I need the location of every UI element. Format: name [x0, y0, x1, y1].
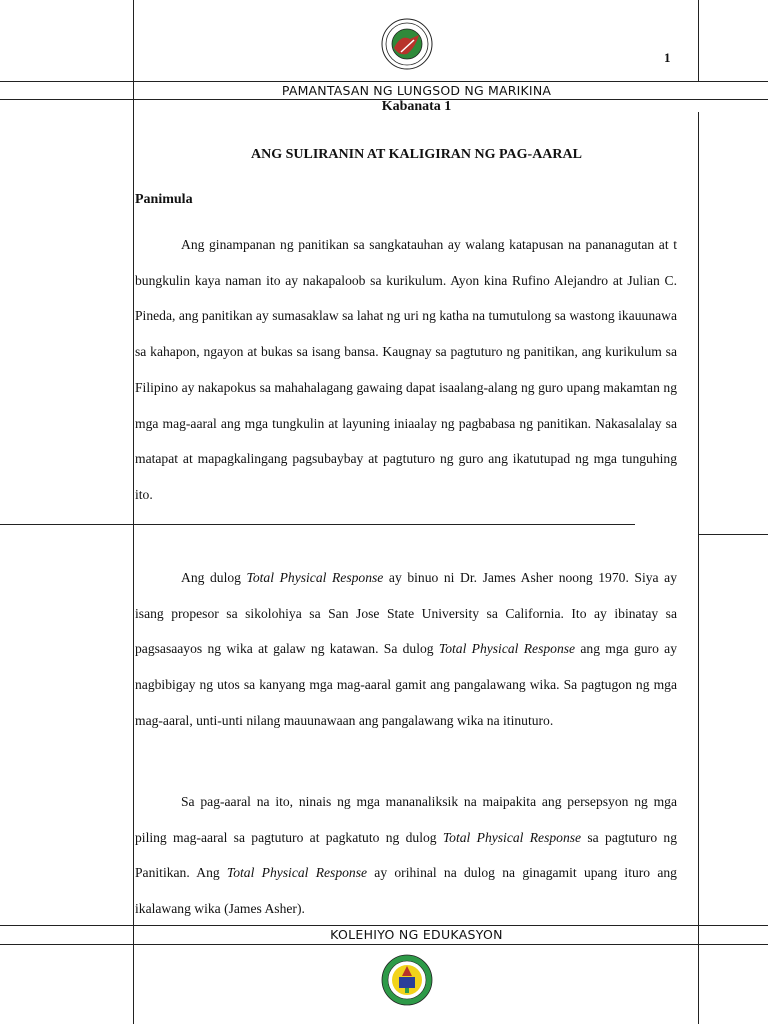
page-number: 1: [664, 50, 671, 65]
university-seal-icon: [381, 18, 433, 70]
section-rule-left: [0, 524, 635, 525]
paragraph-text: Ang dulog: [181, 570, 247, 585]
paragraph-text: ay binuo ni Dr. James Asher noong 1970. Siya ay isang propesor sa sikolohiya sa San Jose State University sa California. Ito ay ibinatay sa pagsasaayos ng wika at galaw ng katawan. Sa dulog: [135, 570, 678, 657]
paragraph-3: [135, 784, 677, 927]
paragraph-1: [135, 227, 677, 513]
header-rule-top: [0, 81, 768, 82]
chapter-title: ANG SULIRANIN AT KALIGIRAN NG PAG-AARAL: [251, 147, 582, 162]
college-footer: KOLEHIYO NG EDUKASYON: [330, 927, 503, 942]
section-heading: Panimula: [135, 192, 193, 207]
italic-term: Total Physical Response: [246, 570, 384, 585]
chapter-label: Kabanata 1: [381, 99, 452, 114]
section-rule-right: [698, 534, 768, 535]
paragraph-text: sa pagtuturo ng Panitikan. Ang: [135, 829, 678, 881]
italic-term: Total Physical Response: [442, 829, 582, 845]
paragraph-text: Sa pag-aaral na ito, ninais ng mga mananaliksik na maipakita ang persepsyon ng mga piling mag-aaral sa pagtuturo at pagkatuto ng dulog: [135, 794, 677, 845]
paragraph-text: ang mga guro ay nagbibigay ng utos sa kanyang mga mag-aaral gamit ang pangalawang wika. Sa pagtugon ng mga mag-aaral, unti-unti nilang mauunawaan ang pangalawang wika na itinuturo.: [135, 641, 678, 728]
footer-rule-bottom: [0, 944, 768, 945]
paragraph-text: Ang ginampanan ng panitikan sa sangkatauhan ay walang katapusan na pananagutan at t bungkulin kaya naman ito ay nakapaloob sa kurikulum. Ayon kina Rufino Alejandro at Julian C. Pineda, ang panitikan ay sumasaklaw sa lahat ng uri ng katha na tumutulong sa wastong ikauunawa sa kahapon, ngayon at bukas sa isang bansa. Kaugnay sa pagtuturo ng panitikan, ang kurikulum sa Filipino ay nakapokus sa mahahalagang gawaing dapat isaalang-alang ng guro upang makamtan ng mga mag-aaral ang mga tungkulin at layuning iniaalay ng pagbabasa ng panitikan. Nakasalalay sa matapat at mapagkalingang pagsubaybay at pagtuturo ng guro ang ikatutupad ng mga tunguhing ito.: [135, 237, 677, 502]
paragraph-text: ay orihinal na dulog na ginagamit upang ituro ang ikalawang wika (James Asher).: [135, 865, 677, 917]
college-seal-icon: [381, 954, 433, 1006]
frame-right-line: [698, 0, 699, 82]
university-header: PAMANTASAN NG LUNGSOD NG MARIKINA: [281, 83, 552, 98]
italic-term: Total Physical Response: [226, 865, 368, 881]
paragraph-2: [135, 560, 677, 739]
italic-term: Total Physical Response: [438, 641, 576, 657]
frame-right-line-lower: [698, 112, 699, 1024]
